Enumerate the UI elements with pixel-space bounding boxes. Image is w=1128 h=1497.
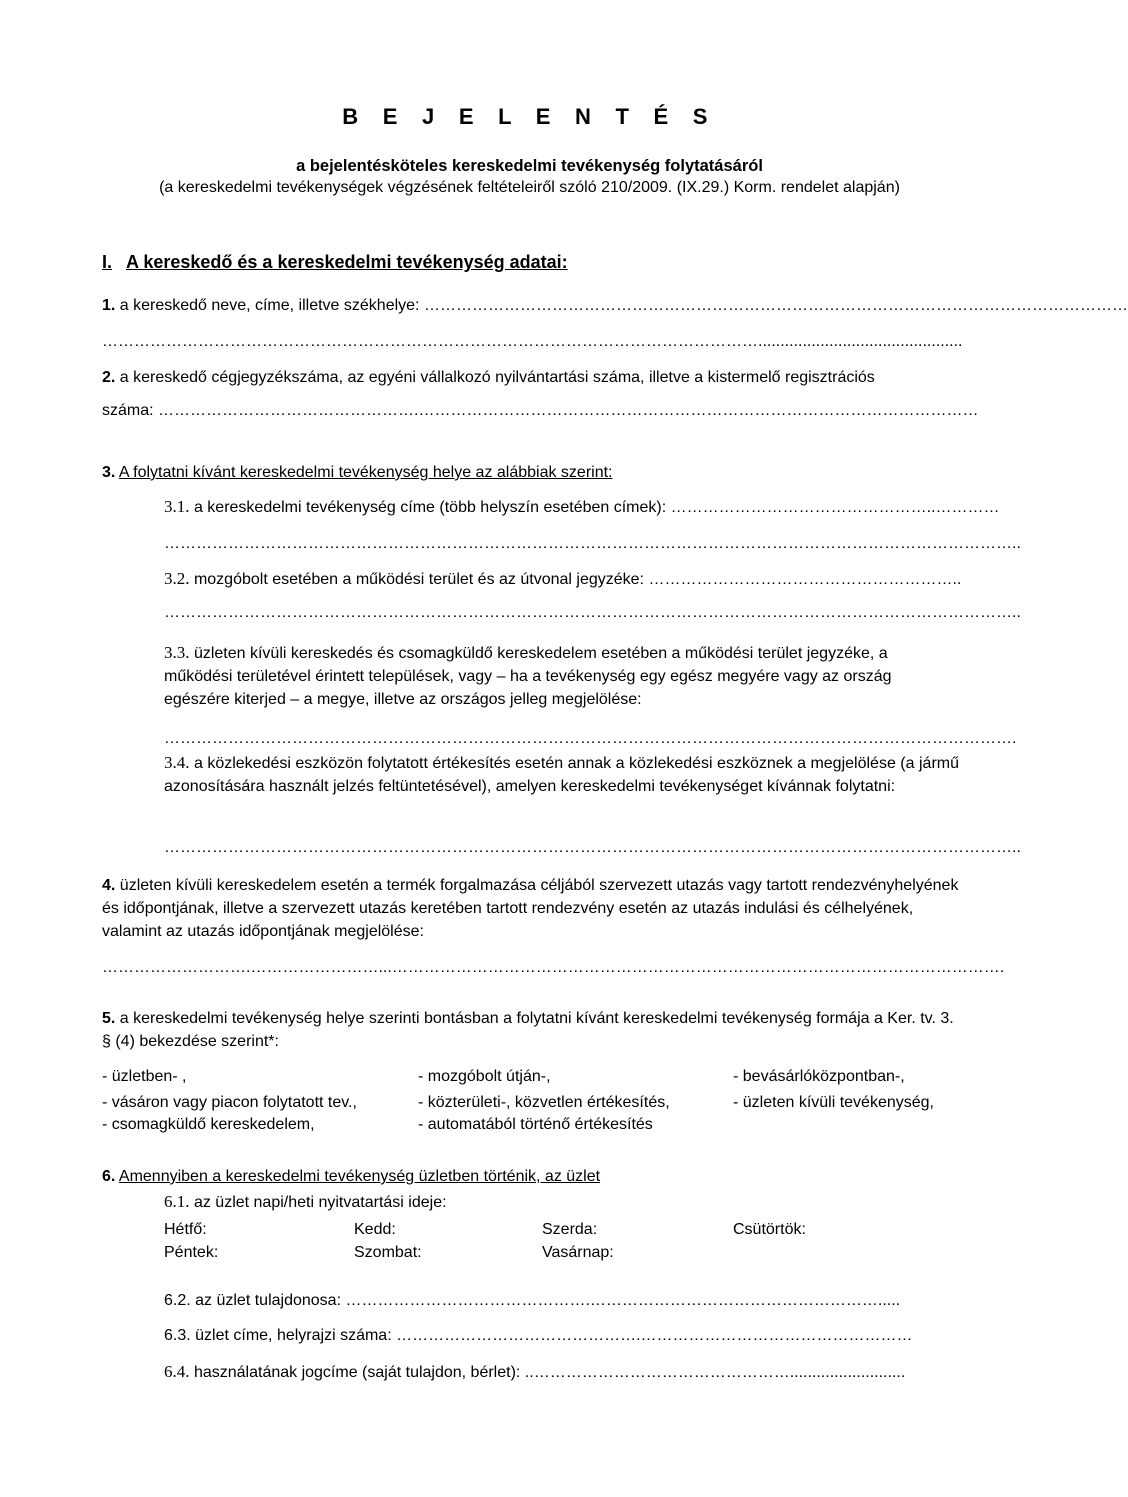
item-3-3-text: üzleten kívüli kereskedés és csomagküldő kereskedelem esetében a működési terület jegyzéke, a működési területével érintett települések, vagy – ha a tevékenység egy egész megyére vagy az ország egészére kiterjed – a megye, illetve az országos jelleg megjelölése: xyxy=(164,645,892,708)
item-6-label: Amennyiben a kereskedelmi tevékenység üzletben történik, az üzlet xyxy=(118,1168,601,1185)
item-3-3-number: 3.3. xyxy=(164,643,190,662)
item-6-line xyxy=(102,1168,600,1186)
item-2-fill[interactable]: ………………………………………….…………………………………………………………………………………………… xyxy=(158,402,979,419)
item-3-1-label: a kereskedelmi tevékenység címe (több helyszín esetében címek): xyxy=(189,499,671,516)
item-2-label: a kereskedő cégjegyzékszáma, az egyéni vállalkozó nyilvántartási száma, illetve a kistermelő regisztrációs xyxy=(115,369,875,386)
item-3-1-fill[interactable]: …………………………………………..………… xyxy=(670,499,1000,516)
option-mail-order[interactable]: - csomagküldő kereskedelem, xyxy=(102,1116,315,1133)
item-6-3-fill[interactable]: ……………………………………….…………………………………………… xyxy=(396,1327,913,1344)
day-wednesday[interactable]: Szerda: xyxy=(542,1221,598,1238)
section-title: A kereskedő és a kereskedelmi tevékenység adatai: xyxy=(126,252,568,272)
item-3-1-line xyxy=(164,497,1000,517)
item-6-1-label: az üzlet napi/heti nyitvatartási ideje: xyxy=(189,1194,447,1211)
item-3-4-text: a közlekedési eszközön folytatott értékesítés esetén annak a közlekedési eszköznek a megjelölése (a jármű azonosítására használt jelzés feltüntetésével), amelyen kereskedelmi tevékenységet kívánnak folytatni: xyxy=(164,755,959,795)
option-store[interactable]: - üzletben- , xyxy=(102,1068,187,1085)
item-6-4-label: használatának jogcíme (saját tulajdon, bérlet): xyxy=(189,1364,525,1381)
section-number: I. xyxy=(102,252,113,272)
item-3-1-fill-line-2[interactable]: …………………………………………………………………………………………………………………………………………….. xyxy=(164,535,1021,552)
item-6-number: 6. xyxy=(102,1168,116,1185)
document-title: B E J E L E N T É S xyxy=(342,104,717,129)
item-5-number: 5. xyxy=(102,1010,116,1027)
item-3-2-fill-line-2[interactable]: …………………………………………………………………………………………………………………………………………….. xyxy=(164,604,1021,621)
item-6-4-line xyxy=(164,1362,964,1382)
item-5-paragraph xyxy=(102,1007,962,1053)
item-3-number: 3. xyxy=(102,464,116,481)
item-3-2-label: mozgóbolt esetében a működési terület és az útvonal jegyzéke: xyxy=(189,571,649,588)
day-monday[interactable]: Hétfő: xyxy=(164,1221,207,1238)
item-1-number: 1. xyxy=(102,297,116,314)
item-4-number: 4. xyxy=(102,877,116,894)
item-2-label-2: száma: xyxy=(102,402,159,419)
item-3-4-fill[interactable]: …………………………………………………………………………………………………………………………………………….. xyxy=(164,839,1021,856)
option-market[interactable]: - vásáron vagy piacon folytatott tev., xyxy=(102,1094,357,1111)
item-3-4-paragraph xyxy=(164,751,959,798)
item-1-line xyxy=(102,297,1128,315)
document-subtitle: a bejelentésköteles kereskedelmi tevékenység folytatásáról xyxy=(296,157,763,175)
item-6-1-line xyxy=(164,1192,447,1212)
item-6-4-number: 6.4. xyxy=(164,1362,190,1381)
day-friday[interactable]: Péntek: xyxy=(164,1244,219,1261)
option-public-area[interactable]: - közterületi-, közvetlen értékesítés, xyxy=(418,1094,670,1111)
item-1-fill-line-2[interactable]: …………………………………………………………………………………………………………….............................................. xyxy=(102,333,963,350)
item-3-label: A folytatni kívánt kereskedelmi tevékenység helye az alábbiak szerint: xyxy=(118,464,613,481)
item-6-2-label: 6.2. az üzlet tulajdonosa: xyxy=(164,1292,346,1309)
item-2-line-2 xyxy=(102,402,979,420)
item-3-2-fill[interactable]: ………………………………………………….. xyxy=(648,571,962,588)
item-3-3-fill[interactable]: ……………………………………………………………………………………………………………………………………………. xyxy=(164,730,1017,747)
item-3-2-line xyxy=(164,569,962,589)
item-1-fill[interactable]: …………………………………………………………………………………………………………………… xyxy=(423,297,1128,314)
item-4-text: üzleten kívüli kereskedelem esetén a termék forgalmazása céljából szervezett utazás vagy tartott rendezvényhelyének és időpontjának, illetve a szervezett utazás keretében tartott rendezvény esetén az utazás indulási és célhelyének, valamint az utazás időpontjának megjelölése: xyxy=(102,877,959,940)
day-saturday[interactable]: Szombat: xyxy=(354,1244,422,1261)
day-sunday[interactable]: Vasárnap: xyxy=(542,1244,614,1261)
item-2-line xyxy=(102,369,875,387)
legal-basis-note: (a kereskedelmi tevékenységek végzésének feltételeiről szóló 210/2009. (IX.29.) Korm. rendelet alapján) xyxy=(159,179,900,196)
item-3-2-number: 3.2. xyxy=(164,569,190,588)
item-3-1-number: 3.1. xyxy=(164,497,190,516)
day-tuesday[interactable]: Kedd: xyxy=(354,1221,396,1238)
item-6-3-label: 6.3. üzlet címe, helyrajzi száma: xyxy=(164,1327,397,1344)
option-off-premises[interactable]: - üzleten kívüli tevékenység, xyxy=(733,1094,934,1111)
item-3-line xyxy=(102,464,613,482)
option-vending-machine[interactable]: - automatából történő értékesítés xyxy=(418,1116,653,1133)
item-6-2-line xyxy=(164,1292,964,1310)
option-shopping-center[interactable]: - bevásárlóközpontban-, xyxy=(733,1068,905,1085)
day-thursday[interactable]: Csütörtök: xyxy=(733,1221,806,1238)
section-heading xyxy=(102,252,568,273)
item-6-1-number: 6.1. xyxy=(164,1192,190,1211)
item-3-3-paragraph xyxy=(164,641,959,711)
item-3-4-number: 3.4. xyxy=(164,753,190,772)
item-1-label: a kereskedő neve, címe, illetve székhelye: xyxy=(115,297,424,314)
item-6-3-line xyxy=(164,1327,964,1345)
item-4-paragraph xyxy=(102,874,962,943)
item-4-fill[interactable]: ……………………….……………………...……………………………………………………………………………………………………. xyxy=(102,959,1005,976)
item-6-2-fill[interactable]: ……………………………………….………………………………………………..... xyxy=(345,1292,901,1309)
item-6-4-fill[interactable]: ..………………………………………….......................... xyxy=(524,1364,906,1381)
option-mobile-store[interactable]: - mozgóbolt útján-, xyxy=(418,1068,551,1085)
item-2-number: 2. xyxy=(102,369,116,386)
item-5-text: a kereskedelmi tevékenység helye szerinti bontásban a folytatni kívánt kereskedelmi tevékenység formája a Ker. tv. 3. § (4) bekezdése szerint*: xyxy=(102,1010,954,1050)
